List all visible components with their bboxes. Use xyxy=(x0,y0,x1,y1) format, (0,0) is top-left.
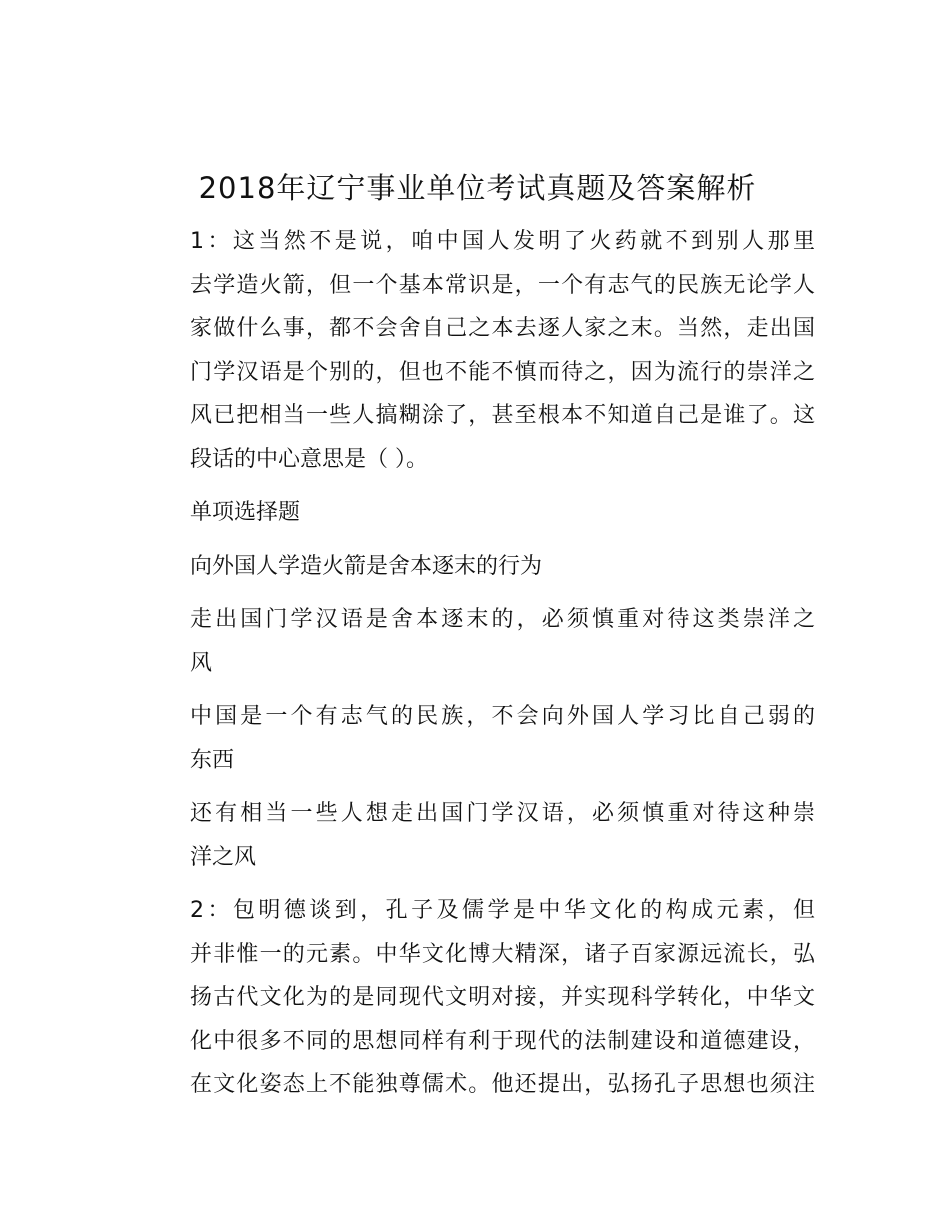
option-line: 还有相当一些人想走出国门学汉语，必须慎重对待这种崇 xyxy=(190,801,815,826)
question-2 xyxy=(140,889,815,1107)
stem-line: 家做什么事，都不会舍自己之本去逐人家之末。当然，走出国 xyxy=(190,316,815,341)
option-line: 走出国门学汉语是舍本逐末的，必须慎重对待这类崇洋之 xyxy=(190,607,815,632)
option-line: 东西 xyxy=(190,747,235,773)
option-c xyxy=(140,695,815,782)
option-b xyxy=(140,598,815,685)
stem-line: 2：包明德谈到，孔子及儒学是中华文化的构成元素，但 xyxy=(190,898,815,923)
question-type-text: 单项选择题 xyxy=(190,500,301,525)
question-type-label xyxy=(140,491,815,535)
stem-line: 在文化姿态上不能独尊儒术。他还提出，弘扬孔子思想也须注 xyxy=(190,1072,815,1097)
document-page xyxy=(140,168,815,1107)
option-d xyxy=(140,792,815,879)
option-line: 洋之风 xyxy=(190,844,257,870)
stem-line: 段话的中心意思是（ ）。 xyxy=(190,446,428,472)
option-line: 向外国人学造火箭是舍本逐末的行为 xyxy=(190,553,543,579)
option-line: 风 xyxy=(190,650,213,676)
question-1-stem xyxy=(140,220,815,481)
stem-line: 并非惟一的元素。中华文化博大精深，诸子百家源远流长，弘 xyxy=(190,941,815,967)
stem-line: 化中很多不同的思想同样有利于现代的法制建设和道德建设， xyxy=(190,1028,815,1054)
question-2-stem xyxy=(140,889,815,1107)
stem-line: 去学造火箭，但一个基本常识是，一个有志气的民族无论学人 xyxy=(190,272,815,298)
stem-line: 扬古代文化为的是同现代文明对接，并实现科学转化，中华文 xyxy=(190,985,815,1010)
stem-line: 门学汉语是个别的，但也不能不慎而待之，因为流行的崇洋之 xyxy=(190,359,815,385)
option-a xyxy=(140,545,815,589)
stem-line: 风已把相当一些人搞糊涂了，甚至根本不知道自己是谁了。这 xyxy=(190,403,815,428)
question-1 xyxy=(140,220,815,879)
document-title: 2018年辽宁事业单位考试真题及答案解析 xyxy=(198,171,757,205)
stem-line: 1：这当然不是说，咱中国人发明了火药就不到别人那里 xyxy=(190,229,815,254)
option-line: 中国是一个有志气的民族，不会向外国人学习比自己弱的 xyxy=(190,704,815,729)
